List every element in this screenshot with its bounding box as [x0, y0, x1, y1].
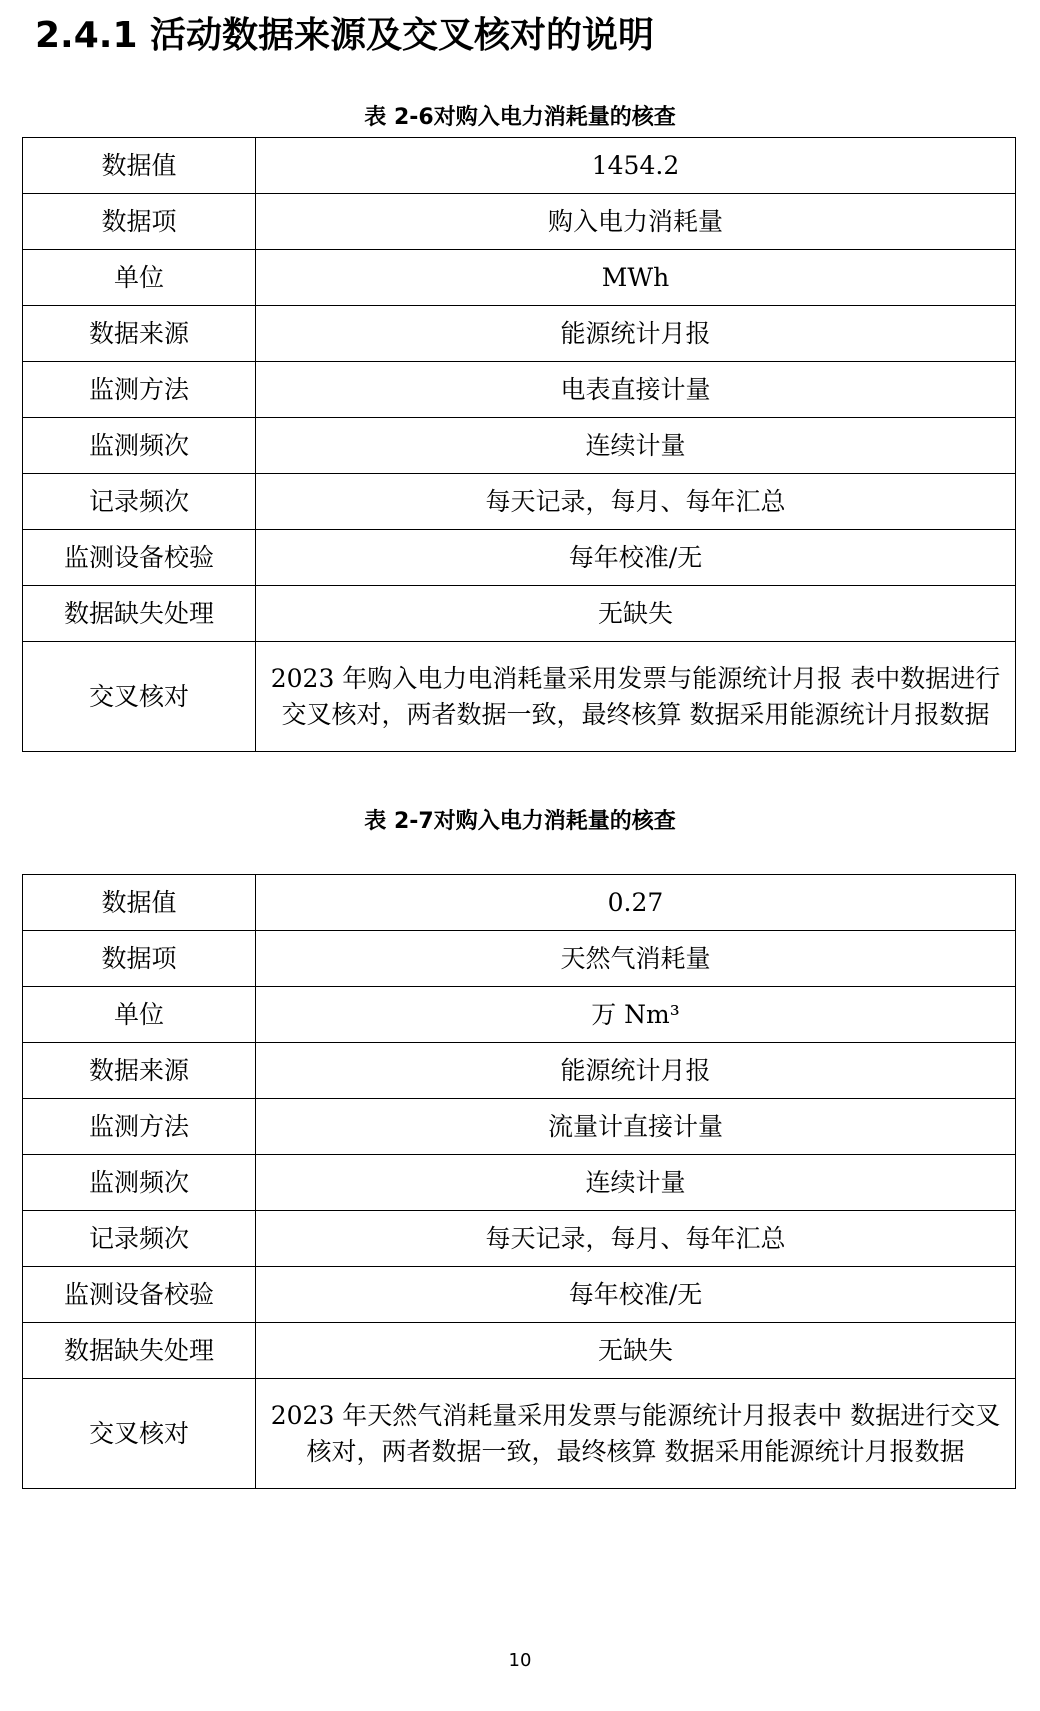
table-row — [23, 1323, 1016, 1379]
row-label: 数据项 — [23, 931, 256, 987]
row-label: 监测设备校验 — [23, 530, 256, 586]
row-value: 万 Nm³ — [256, 987, 1016, 1043]
electricity-check-table — [22, 137, 1016, 752]
row-label: 监测方法 — [23, 362, 256, 418]
table-row — [23, 250, 1016, 306]
table-caption: 表 2-6对购入电力消耗量的核查 — [364, 105, 676, 130]
row-label: 监测频次 — [23, 1155, 256, 1211]
section-heading: 2.4.1 活动数据来源及交叉核对的说明 — [35, 15, 655, 56]
row-label: 数据值 — [23, 138, 256, 194]
table-caption: 表 2-7对购入电力消耗量的核查 — [364, 809, 676, 834]
table-row — [23, 642, 1016, 752]
table-row — [23, 194, 1016, 250]
row-label: 记录频次 — [23, 1211, 256, 1267]
table-row — [23, 931, 1016, 987]
natural-gas-check-table — [22, 874, 1016, 1489]
row-value: 0.27 — [256, 875, 1016, 931]
table-row — [23, 1267, 1016, 1323]
row-value: 无缺失 — [256, 586, 1016, 642]
row-value: 每天记录，每月、每年汇总 — [256, 474, 1016, 530]
row-label: 数据来源 — [23, 1043, 256, 1099]
table-row — [23, 306, 1016, 362]
row-value: 连续计量 — [256, 1155, 1016, 1211]
row-value: 每天记录，每月、每年汇总 — [256, 1211, 1016, 1267]
row-label: 监测设备校验 — [23, 1267, 256, 1323]
row-value: MWh — [256, 250, 1016, 306]
table-row — [23, 586, 1016, 642]
row-label: 监测频次 — [23, 418, 256, 474]
row-value: 流量计直接计量 — [256, 1099, 1016, 1155]
row-value: 连续计量 — [256, 418, 1016, 474]
table-row — [23, 1211, 1016, 1267]
row-value: 能源统计月报 — [256, 306, 1016, 362]
row-value: 购入电力消耗量 — [256, 194, 1016, 250]
table-row — [23, 1379, 1016, 1489]
row-value: 2023 年购入电力电消耗量采用发票与能源统计月报 表中数据进行交叉核对，两者数据一致，最终核算 数据采用能源统计月报数据 — [256, 642, 1016, 752]
row-label: 记录频次 — [23, 474, 256, 530]
row-label: 交叉核对 — [23, 642, 256, 752]
row-label: 数据缺失处理 — [23, 1323, 256, 1379]
table-row — [23, 1155, 1016, 1211]
table-row — [23, 530, 1016, 586]
row-value: 1454.2 — [256, 138, 1016, 194]
row-value: 天然气消耗量 — [256, 931, 1016, 987]
table-row — [23, 418, 1016, 474]
row-value: 2023 年天然气消耗量采用发票与能源统计月报表中 数据进行交叉核对，两者数据一致，最终核算 数据采用能源统计月报数据 — [256, 1379, 1016, 1489]
page-number: 10 — [508, 1650, 532, 1671]
row-value: 无缺失 — [256, 1323, 1016, 1379]
row-label: 交叉核对 — [23, 1379, 256, 1489]
row-label: 监测方法 — [23, 1099, 256, 1155]
row-value: 能源统计月报 — [256, 1043, 1016, 1099]
table-row — [23, 1099, 1016, 1155]
table-row — [23, 138, 1016, 194]
row-label: 数据来源 — [23, 306, 256, 362]
row-label: 数据项 — [23, 194, 256, 250]
table-row — [23, 1043, 1016, 1099]
table-row — [23, 362, 1016, 418]
row-value: 每年校准/无 — [256, 530, 1016, 586]
row-label: 数据缺失处理 — [23, 586, 256, 642]
row-label: 单位 — [23, 250, 256, 306]
table-row — [23, 474, 1016, 530]
row-value: 电表直接计量 — [256, 362, 1016, 418]
table-row — [23, 875, 1016, 931]
row-label: 数据值 — [23, 875, 256, 931]
table-row — [23, 987, 1016, 1043]
row-label: 单位 — [23, 987, 256, 1043]
row-value: 每年校准/无 — [256, 1267, 1016, 1323]
